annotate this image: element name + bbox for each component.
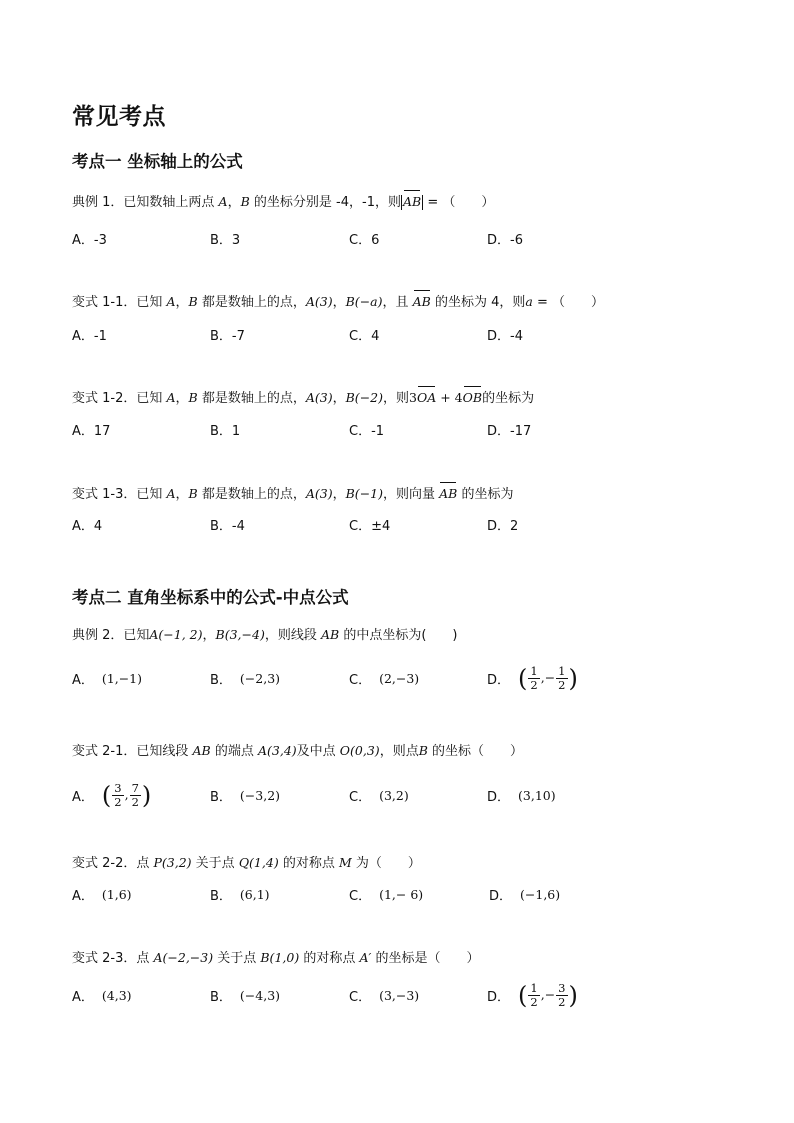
question-1	[72, 190, 494, 213]
option-label: B．	[210, 789, 232, 805]
variable-b: B	[418, 743, 428, 758]
options-5	[72, 660, 632, 696]
separator: ，	[332, 295, 346, 310]
option-value: (−3,2)	[239, 787, 281, 803]
point-b: B(−2)	[345, 390, 383, 405]
option-d[interactable]	[489, 876, 560, 912]
fraction: $\frac{3}{2}$	[558, 980, 566, 1009]
separator: ，	[202, 628, 216, 643]
variable-m: M	[338, 855, 352, 870]
question-text: 变式 1-1．已知	[72, 295, 167, 310]
option-label: C．	[349, 789, 372, 805]
coefficient: + 4	[436, 390, 463, 405]
separator: ，	[175, 487, 189, 502]
question-text: ，则	[383, 391, 410, 406]
question-5	[72, 625, 457, 646]
vector-ab: AB	[439, 482, 457, 504]
question-tail: 的坐标（ ）	[427, 744, 524, 759]
option-label: D．	[487, 789, 511, 805]
question-tail: = （ ）	[423, 195, 495, 210]
question-8	[72, 948, 479, 969]
question-text: 的坐标分别是 -4，-1，则	[249, 195, 401, 210]
question-2	[72, 290, 604, 313]
option-d[interactable]: D．-6	[487, 232, 523, 248]
vector-oa: OA	[417, 386, 436, 408]
question-text: 都是数轴上的点，	[197, 487, 306, 502]
separator: ，	[227, 195, 241, 210]
question-text: 变式 2-3．点	[72, 951, 154, 966]
point-label: B	[240, 194, 250, 209]
option-c[interactable]: C．-1	[349, 423, 385, 439]
option-c[interactable]	[349, 777, 409, 813]
option-value: (2,−3)	[379, 670, 420, 686]
option-label: A．	[72, 789, 94, 805]
vector-ob: OB	[463, 386, 482, 408]
option-value: (−2,3)	[239, 670, 281, 686]
option-d[interactable]	[487, 660, 578, 696]
option-value: (1,−1)	[101, 670, 143, 686]
option-label: D．	[487, 989, 511, 1005]
point-o: O(0,3)	[339, 743, 380, 758]
question-text: ，则点	[379, 744, 419, 759]
option-c[interactable]	[349, 660, 419, 696]
option-label: B．	[210, 672, 232, 688]
fraction: $\frac{3}{2}$	[114, 780, 122, 809]
point-label: A	[166, 294, 176, 309]
point-b: B(1,0)	[260, 950, 300, 965]
question-tail: 为（ ）	[351, 856, 421, 871]
question-text: 关于点	[213, 951, 261, 966]
question-text: 及中点	[296, 744, 340, 759]
question-text: 典例 1．已知数轴上两点	[72, 195, 219, 210]
question-7	[72, 853, 421, 874]
point-label: A	[166, 486, 176, 501]
point-b: B(3,−4)	[215, 627, 265, 642]
option-label: D．	[489, 888, 513, 904]
separator: ，	[332, 487, 346, 502]
question-3	[72, 386, 534, 409]
variable-a: a	[525, 294, 533, 309]
option-c[interactable]: C．±4	[349, 518, 391, 534]
question-text: ，则向量	[383, 487, 440, 502]
segment-ab: AB	[320, 627, 340, 642]
question-tail: = （ ）	[532, 295, 605, 310]
question-text: 的对称点	[278, 856, 339, 871]
point-label: A	[218, 194, 228, 209]
question-text: 变式 1-3．已知	[72, 487, 167, 502]
abs-vector-expression	[401, 195, 423, 210]
question-text: ，则线段	[264, 628, 321, 643]
option-value: (−1,6)	[520, 886, 561, 902]
option-label: D．	[487, 672, 511, 688]
point-a: A(−2,−3)	[153, 950, 214, 965]
option-value: (4,3)	[101, 987, 132, 1003]
option-label: A．	[72, 989, 94, 1005]
option-d[interactable]	[487, 977, 578, 1013]
fraction: $\frac{1}{2}$	[558, 663, 566, 692]
options-1	[72, 220, 632, 256]
point-b: B(−1)	[345, 486, 383, 501]
options-7	[72, 876, 632, 912]
options-3	[72, 411, 632, 447]
question-text: 的坐标为 4，则	[430, 295, 526, 310]
question-4	[72, 482, 514, 505]
point-a: A(3)	[305, 294, 333, 309]
point-a: A(3,4)	[257, 743, 297, 758]
vector-ab: AB	[403, 190, 421, 212]
fraction-pair: ( $\frac{1}{2}$ ,− $\frac{1}{2}$ )	[518, 663, 578, 692]
separator: ，	[175, 295, 189, 310]
page-title: 常见考点	[72, 104, 166, 130]
option-c[interactable]	[349, 977, 419, 1013]
option-d[interactable]	[487, 777, 556, 813]
question-text: ，且	[382, 295, 413, 310]
question-text: 的端点	[210, 744, 258, 759]
option-b[interactable]: B．3	[210, 232, 241, 248]
point-label: A	[166, 390, 176, 405]
option-label: C．	[349, 672, 372, 688]
options-2	[72, 316, 632, 352]
vector-ab: AB	[413, 290, 431, 312]
question-text: 都是数轴上的点，	[197, 391, 306, 406]
point-a: A(3)	[305, 486, 333, 501]
option-label: B．	[210, 888, 232, 904]
segment-ab: AB	[192, 743, 211, 758]
option-a[interactable]	[72, 660, 142, 696]
fraction: $\frac{1}{2}$	[530, 663, 538, 692]
point-label: B	[188, 390, 198, 405]
option-b[interactable]: B．-4	[210, 518, 245, 534]
option-value: (1,− 6)	[379, 886, 424, 902]
option-c[interactable]	[349, 876, 423, 912]
question-tail: 的坐标为	[482, 391, 535, 406]
section-title-1: 考点一 坐标轴上的公式	[72, 152, 243, 171]
option-value: (3,10)	[518, 787, 556, 803]
point-q: Q(1,4)	[238, 855, 279, 870]
option-label: A．	[72, 888, 94, 904]
question-tail: 的坐标是（ ）	[371, 951, 480, 966]
question-tail: 的坐标为	[457, 487, 514, 502]
option-a[interactable]	[72, 876, 132, 912]
option-d[interactable]: D．2	[487, 518, 519, 534]
option-a[interactable]: A．4	[72, 518, 103, 534]
option-a[interactable]: A．-3	[72, 232, 107, 248]
option-label: B．	[210, 989, 232, 1005]
section-title-2: 考点二 直角坐标系中的公式-中点公式	[72, 588, 349, 607]
option-a[interactable]: A．-1	[72, 328, 107, 344]
option-value: (3,−3)	[379, 987, 420, 1003]
option-label: A．	[72, 672, 94, 688]
option-b[interactable]	[210, 876, 270, 912]
option-value: (−4,3)	[239, 987, 281, 1003]
fraction-pair: ( $\frac{3}{2}$ , $\frac{7}{2}$ )	[101, 780, 152, 809]
option-label: C．	[349, 989, 372, 1005]
question-text: 变式 2-1．已知线段	[72, 744, 193, 759]
option-b[interactable]	[210, 777, 280, 813]
fraction: $\frac{1}{2}$	[530, 980, 538, 1009]
separator: ，	[175, 391, 189, 406]
question-text: 的对称点	[299, 951, 360, 966]
question-text: 变式 2-2．点	[72, 856, 154, 871]
point-a: A(3)	[305, 390, 333, 405]
options-4	[72, 506, 632, 542]
question-text: 典例 2．已知	[72, 628, 150, 643]
option-b[interactable]	[210, 977, 280, 1013]
option-b[interactable]: B．1	[210, 423, 241, 439]
point-label: B	[188, 294, 198, 309]
question-6	[72, 741, 523, 762]
question-tail: 的中点坐标为( )	[339, 628, 458, 643]
point-a-prime: A′	[359, 950, 372, 965]
point-a: A(−1, 2)	[149, 627, 203, 642]
question-text: 都是数轴上的点，	[197, 295, 306, 310]
option-c[interactable]: C．4	[349, 328, 380, 344]
option-value: (3,2)	[379, 787, 409, 803]
fraction: $\frac{7}{2}$	[131, 780, 139, 809]
option-b[interactable]: B．-7	[210, 328, 245, 344]
point-label: B	[188, 486, 198, 501]
fraction-pair: ( $\frac{1}{2}$ ,− $\frac{3}{2}$ )	[518, 980, 578, 1009]
point-p: P(3,2)	[153, 855, 192, 870]
point-b: B(−a)	[345, 294, 383, 309]
separator: ，	[332, 391, 346, 406]
option-c[interactable]: C．6	[349, 232, 380, 248]
option-b[interactable]	[210, 660, 280, 696]
options-8	[72, 977, 632, 1013]
question-text: 变式 1-2．已知	[72, 391, 167, 406]
question-text: 关于点	[191, 856, 239, 871]
option-d[interactable]: D．-17	[487, 423, 532, 439]
option-a[interactable]	[72, 977, 132, 1013]
option-label: C．	[349, 888, 372, 904]
option-value: (6,1)	[239, 886, 270, 902]
option-d[interactable]: D．-4	[487, 328, 523, 344]
coefficient: 3	[409, 390, 417, 405]
option-a[interactable]	[72, 777, 151, 813]
options-6	[72, 777, 632, 813]
option-value: (1,6)	[101, 886, 132, 902]
option-a[interactable]: A．17	[72, 423, 111, 439]
